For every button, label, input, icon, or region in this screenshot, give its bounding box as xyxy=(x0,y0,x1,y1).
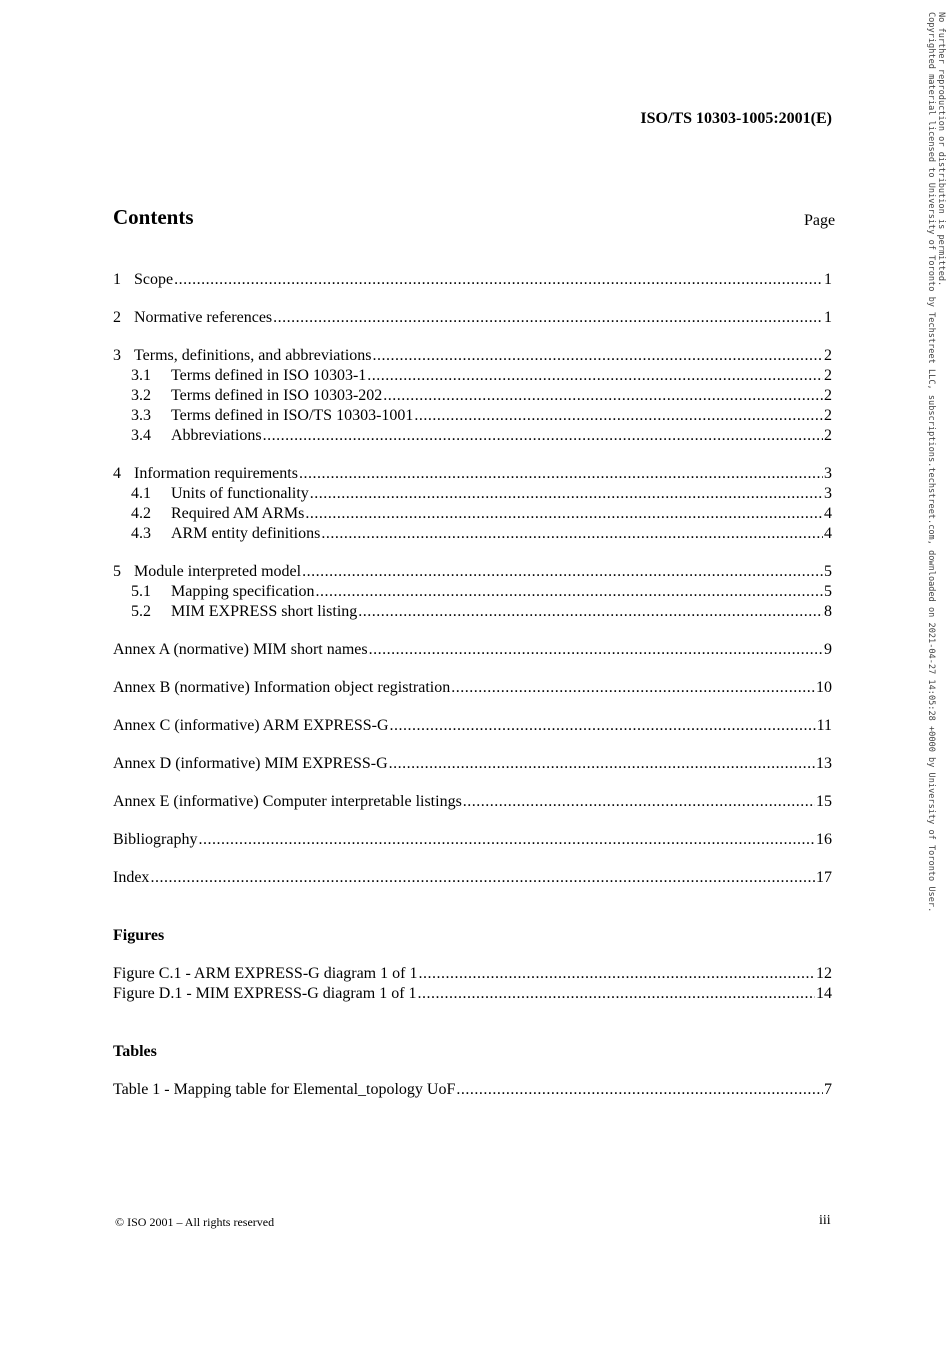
leader-dots xyxy=(451,678,815,698)
page-number: iii xyxy=(819,1213,831,1228)
copyright-notice: © ISO 2001 – All rights reserved xyxy=(115,1215,275,1229)
toc-subentry[interactable] xyxy=(113,504,832,524)
toc-subentry[interactable] xyxy=(113,366,832,386)
toc-entry[interactable] xyxy=(113,562,832,582)
toc-entry-page: 1 xyxy=(824,309,832,326)
leader-dots xyxy=(383,386,823,406)
toc-entry-page: 4 xyxy=(824,505,832,522)
license-watermark xyxy=(923,10,947,913)
toc-entry-number: 2 xyxy=(113,309,121,326)
leader-dots xyxy=(302,562,823,582)
toc-annex-d[interactable] xyxy=(113,754,832,774)
toc-entry-label: Annex C (informative) ARM EXPRESS-G xyxy=(113,717,389,734)
leader-dots xyxy=(463,792,815,812)
toc-entry-page: 2 xyxy=(824,427,832,444)
toc-entry-page: 8 xyxy=(824,603,832,620)
toc-entry[interactable] xyxy=(113,464,832,484)
leader-dots xyxy=(373,346,824,366)
table-entry[interactable] xyxy=(113,1080,832,1100)
toc-entry-number: 5 xyxy=(113,563,121,580)
toc-entry-label: Terms defined in ISO 10303-202 xyxy=(171,387,383,404)
leader-dots xyxy=(174,270,823,290)
leader-dots xyxy=(358,602,823,622)
toc-entry-page: 5 xyxy=(824,563,832,580)
toc-entry-number: 4 xyxy=(113,465,121,482)
toc-entry-label: Scope xyxy=(134,271,174,288)
leader-dots xyxy=(321,524,823,544)
toc-entry-number: 3.2 xyxy=(131,387,151,404)
leader-dots xyxy=(263,426,823,446)
toc-entry-page: 9 xyxy=(824,641,832,658)
toc-entry-label: Information requirements xyxy=(134,465,298,482)
toc-entry-page: 17 xyxy=(816,869,832,886)
toc-subentry[interactable] xyxy=(113,602,832,622)
figure-entry[interactable] xyxy=(113,984,832,1004)
toc-entry-page: 4 xyxy=(824,525,832,542)
leader-dots xyxy=(414,406,823,426)
toc-bibliography[interactable] xyxy=(113,830,832,850)
contents-title: Contents xyxy=(113,205,194,229)
toc-entry-number: 4.2 xyxy=(131,505,151,522)
leader-dots xyxy=(389,754,815,774)
toc-subentry[interactable] xyxy=(113,406,832,426)
toc-entry-label: Module interpreted model xyxy=(134,563,302,580)
leader-dots xyxy=(273,308,823,328)
toc-entry-page: 1 xyxy=(824,271,832,288)
toc-entry-page: 2 xyxy=(824,367,832,384)
toc-entry-label: ARM entity definitions xyxy=(171,525,321,542)
toc-entry-number: 3.3 xyxy=(131,407,151,424)
toc-entry-number: 3.4 xyxy=(131,427,151,444)
toc-subentry[interactable] xyxy=(113,582,832,602)
toc-entry-label: Units of functionality xyxy=(171,485,309,502)
toc-entry-label: MIM EXPRESS short listing xyxy=(171,603,358,620)
toc-entry-number: 4.3 xyxy=(131,525,151,542)
table-of-contents xyxy=(113,270,832,1100)
toc-entry-number: 5.2 xyxy=(131,603,151,620)
toc-annex-b[interactable] xyxy=(113,678,832,698)
toc-entry-label: Bibliography xyxy=(113,831,198,848)
leader-dots xyxy=(418,964,815,984)
toc-entry-number: 1 xyxy=(113,271,121,288)
toc-entry-page: 3 xyxy=(824,465,832,482)
toc-annex-e[interactable] xyxy=(113,792,832,812)
toc-entry-number: 5.1 xyxy=(131,583,151,600)
watermark-line-2: No further reproduction or distribution is permitted. xyxy=(936,12,946,287)
leader-dots xyxy=(418,984,815,1004)
leader-dots xyxy=(390,716,816,736)
leader-dots xyxy=(150,868,815,888)
table-entry-label: Table 1 - Mapping table for Elemental_topology UoF xyxy=(113,1081,456,1098)
toc-entry-label: Abbreviations xyxy=(171,427,262,444)
toc-entry[interactable] xyxy=(113,270,832,290)
figure-entry[interactable] xyxy=(113,964,832,984)
toc-annex-a[interactable] xyxy=(113,640,832,660)
toc-entry-number: 4.1 xyxy=(131,485,151,502)
figure-entry-label: Figure C.1 - ARM EXPRESS-G diagram 1 of 1 xyxy=(113,965,418,982)
toc-entry-number: 3.1 xyxy=(131,367,151,384)
toc-entry-page: 2 xyxy=(824,407,832,424)
leader-dots xyxy=(310,484,823,504)
toc-entry[interactable] xyxy=(113,308,832,328)
figures-heading: Figures xyxy=(113,927,165,944)
figure-entry-page: 14 xyxy=(816,985,832,1002)
toc-entry-label: Mapping specification xyxy=(171,583,315,600)
toc-entry-page: 2 xyxy=(824,347,832,364)
toc-entry-page: 11 xyxy=(816,717,832,734)
toc-index[interactable] xyxy=(113,868,832,888)
toc-entry[interactable] xyxy=(113,346,832,366)
watermark-svg xyxy=(923,10,947,913)
toc-entry-label: Index xyxy=(113,869,150,886)
toc-entry-label: Annex D (informative) MIM EXPRESS-G xyxy=(113,755,388,772)
leader-dots xyxy=(456,1080,823,1100)
toc-entry-page: 10 xyxy=(816,679,832,696)
toc-entry-label: Terms, definitions, and abbreviations xyxy=(134,347,372,364)
document-id: ISO/TS 10303-1005:2001(E) xyxy=(640,110,832,127)
toc-entry-page: 3 xyxy=(824,485,832,502)
toc-subentry[interactable] xyxy=(113,484,832,504)
page-column-label: Page xyxy=(804,212,836,229)
table-entry-page: 7 xyxy=(824,1081,832,1098)
leader-dots xyxy=(316,582,823,602)
figure-entry-page: 12 xyxy=(816,965,832,982)
leader-dots xyxy=(305,504,823,524)
toc-entry-label: Annex A (normative) MIM short names xyxy=(113,641,368,658)
toc-entry-label: Normative references xyxy=(134,309,273,326)
toc-entry-label: Annex E (informative) Computer interpretable listings xyxy=(113,793,462,810)
toc-entry-page: 5 xyxy=(824,583,832,600)
figure-entry-label: Figure D.1 - MIM EXPRESS-G diagram 1 of 1 xyxy=(113,985,417,1002)
toc-entry-page: 15 xyxy=(816,793,832,810)
toc-entry-label: Terms defined in ISO/TS 10303-1001 xyxy=(171,407,414,424)
toc-subentry[interactable] xyxy=(113,524,832,544)
toc-subentry[interactable] xyxy=(113,386,832,406)
toc-entry-page: 13 xyxy=(816,755,832,772)
toc-subentry[interactable] xyxy=(113,426,832,446)
toc-entry-page: 2 xyxy=(824,387,832,404)
tables-heading: Tables xyxy=(113,1043,157,1060)
leader-dots xyxy=(299,464,823,484)
toc-entry-number: 3 xyxy=(113,347,121,364)
toc-entry-label: Required AM ARMs xyxy=(171,505,305,522)
toc-annex-c[interactable] xyxy=(113,716,832,736)
watermark-line-1: Copyrighted material licensed to University of Toronto by Techstreet LLC, subscriptions.techstreet.com, downloaded on 2021-04-27 14:05:28 +0000 by University of Toronto User. xyxy=(926,12,936,913)
toc-entry-page: 16 xyxy=(816,831,832,848)
leader-dots xyxy=(369,640,823,660)
toc-entry-label: Terms defined in ISO 10303-1 xyxy=(171,367,367,384)
leader-dots xyxy=(198,830,815,850)
toc-entry-label: Annex B (normative) Information object registration xyxy=(113,679,451,696)
leader-dots xyxy=(367,366,823,386)
